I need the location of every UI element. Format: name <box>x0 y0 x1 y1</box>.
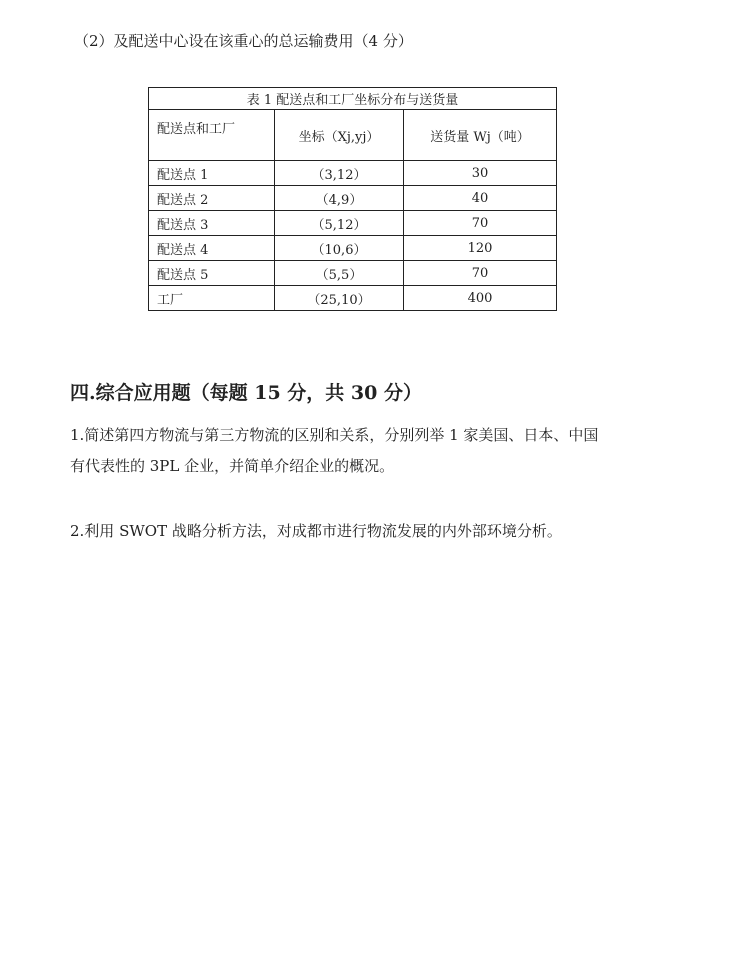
table-row <box>149 211 557 236</box>
table-header-row <box>149 110 557 161</box>
cell-location: 配送点 3 <box>149 211 275 236</box>
table-caption: 表 1 配送点和工厂坐标分布与送货量 <box>149 88 557 110</box>
cell-volume: 30 <box>404 161 557 186</box>
section-heading: 四.综合应用题（每题 15 分，共 30 分） <box>70 382 422 404</box>
header-volume: 送货量 Wj（吨） <box>404 110 557 161</box>
cell-coordinates: （4,9） <box>275 186 404 211</box>
table-row <box>149 236 557 261</box>
cell-location: 工厂 <box>149 286 275 311</box>
table-row <box>149 161 557 186</box>
cell-location: 配送点 1 <box>149 161 275 186</box>
question-1-line-2: 有代表性的 3PL 企业，并简单介绍企业的概况。 <box>70 457 395 475</box>
table-row <box>149 261 557 286</box>
cell-location: 配送点 4 <box>149 236 275 261</box>
header-coordinates: 坐标（Xj,yj） <box>275 110 404 161</box>
cell-coordinates: （5,12） <box>275 211 404 236</box>
question-1-line-1: 1.简述第四方物流与第三方物流的区别和关系，分别列举 1 家美国、日本、中国 <box>70 426 599 444</box>
cell-volume: 70 <box>404 261 557 286</box>
cell-coordinates: （25,10） <box>275 286 404 311</box>
cell-volume: 70 <box>404 211 557 236</box>
cell-volume: 400 <box>404 286 557 311</box>
cell-coordinates: （5,5） <box>275 261 404 286</box>
question-sub-item: （2）及配送中心设在该重心的总运输费用（4 分） <box>74 32 413 50</box>
data-table <box>148 87 557 311</box>
cell-coordinates: （10,6） <box>275 236 404 261</box>
header-location: 配送点和工厂 <box>149 110 275 161</box>
cell-volume: 120 <box>404 236 557 261</box>
table-row <box>149 186 557 211</box>
cell-location: 配送点 2 <box>149 186 275 211</box>
cell-volume: 40 <box>404 186 557 211</box>
question-2: 2.利用 SWOT 战略分析方法，对成都市进行物流发展的内外部环境分析。 <box>70 522 562 540</box>
cell-coordinates: （3,12） <box>275 161 404 186</box>
cell-location: 配送点 5 <box>149 261 275 286</box>
table-row <box>149 286 557 311</box>
